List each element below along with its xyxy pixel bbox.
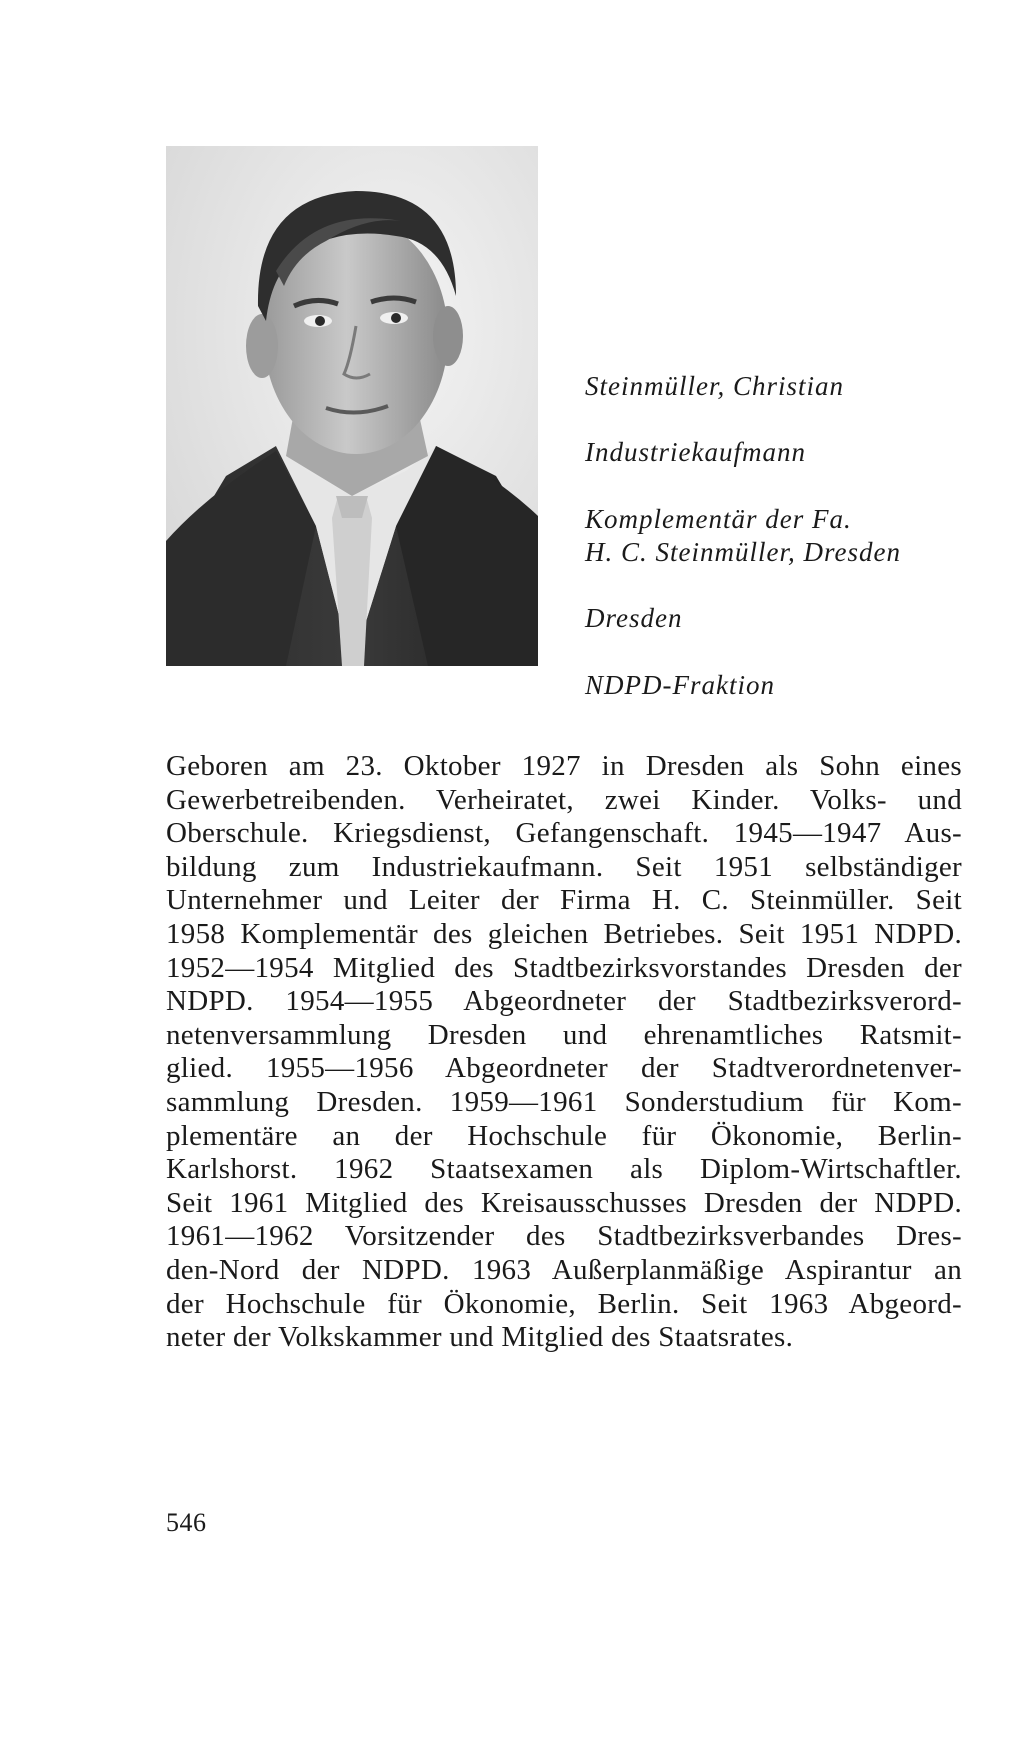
- bio-line: Seit 1961 Mitglied des Kreisausschusses Dresden der NDPD.: [166, 1186, 962, 1219]
- bio-line: Gewerbetreibenden. Verheiratet, zwei Kinder. Volks- und: [166, 783, 962, 816]
- bio-line: Geboren am 23. Oktober 1927 in Dresden als Sohn eines: [166, 750, 962, 782]
- bio-line: der Hochschule für Ökonomie, Berlin. Seit 1963 Abgeord-: [166, 1287, 962, 1320]
- bio-line: plementäre an der Hochschule für Ökonomie, Berlin-: [166, 1119, 962, 1152]
- bio-line: Oberschule. Kriegsdienst, Gefangenschaft. 1945—1947 Aus-: [166, 817, 962, 850]
- member-name: Steinmüller, Christian: [585, 371, 845, 401]
- bio-line: Unternehmer und Leiter der Firma H. C. Steinmüller. Seit: [166, 884, 962, 917]
- bio-line: glied. 1955—1956 Abgeordneter der Stadtverordnetenver-: [166, 1052, 962, 1085]
- bio-line: netenversammlung Dresden und ehrenamtliches Ratsmit-: [166, 1018, 962, 1051]
- member-faction: NDPD-Fraktion: [585, 670, 775, 700]
- bio-line: den-Nord der NDPD. 1963 Außerplanmäßige Aspirantur an: [166, 1253, 962, 1286]
- bio-line: bildung zum Industriekaufmann. Seit 1951 selbständiger: [166, 850, 962, 883]
- bio-line: 1952—1954 Mitglied des Stadtbezirksvorstandes Dresden der: [166, 951, 962, 984]
- biography-paragraph: [166, 750, 962, 1355]
- member-position-line1: Komplementär der Fa.: [585, 504, 852, 534]
- bio-line: 1958 Komplementär des gleichen Betriebes. Seit 1951 NDPD.: [166, 917, 962, 950]
- bio-line: neter der Volkskammer und Mitglied des Staatsrates.: [166, 1321, 794, 1354]
- member-constituency: Dresden: [585, 603, 683, 633]
- member-position-line2: H. C. Steinmüller, Dresden: [585, 537, 901, 567]
- bio-line: NDPD. 1954—1955 Abgeordneter der Stadtbezirksverord-: [166, 985, 962, 1018]
- portrait-photo: [166, 146, 538, 666]
- bio-line: Karlshorst. 1962 Staatsexamen als Diplom-Wirtschaftler.: [166, 1153, 962, 1186]
- bio-line: sammlung Dresden. 1959—1961 Sonderstudium für Kom-: [166, 1085, 962, 1118]
- page-number: 546: [166, 1508, 207, 1537]
- member-profession: Industriekaufmann: [585, 437, 806, 467]
- bio-line: 1961—1962 Vorsitzender des Stadtbezirksverbandes Dres-: [166, 1220, 962, 1253]
